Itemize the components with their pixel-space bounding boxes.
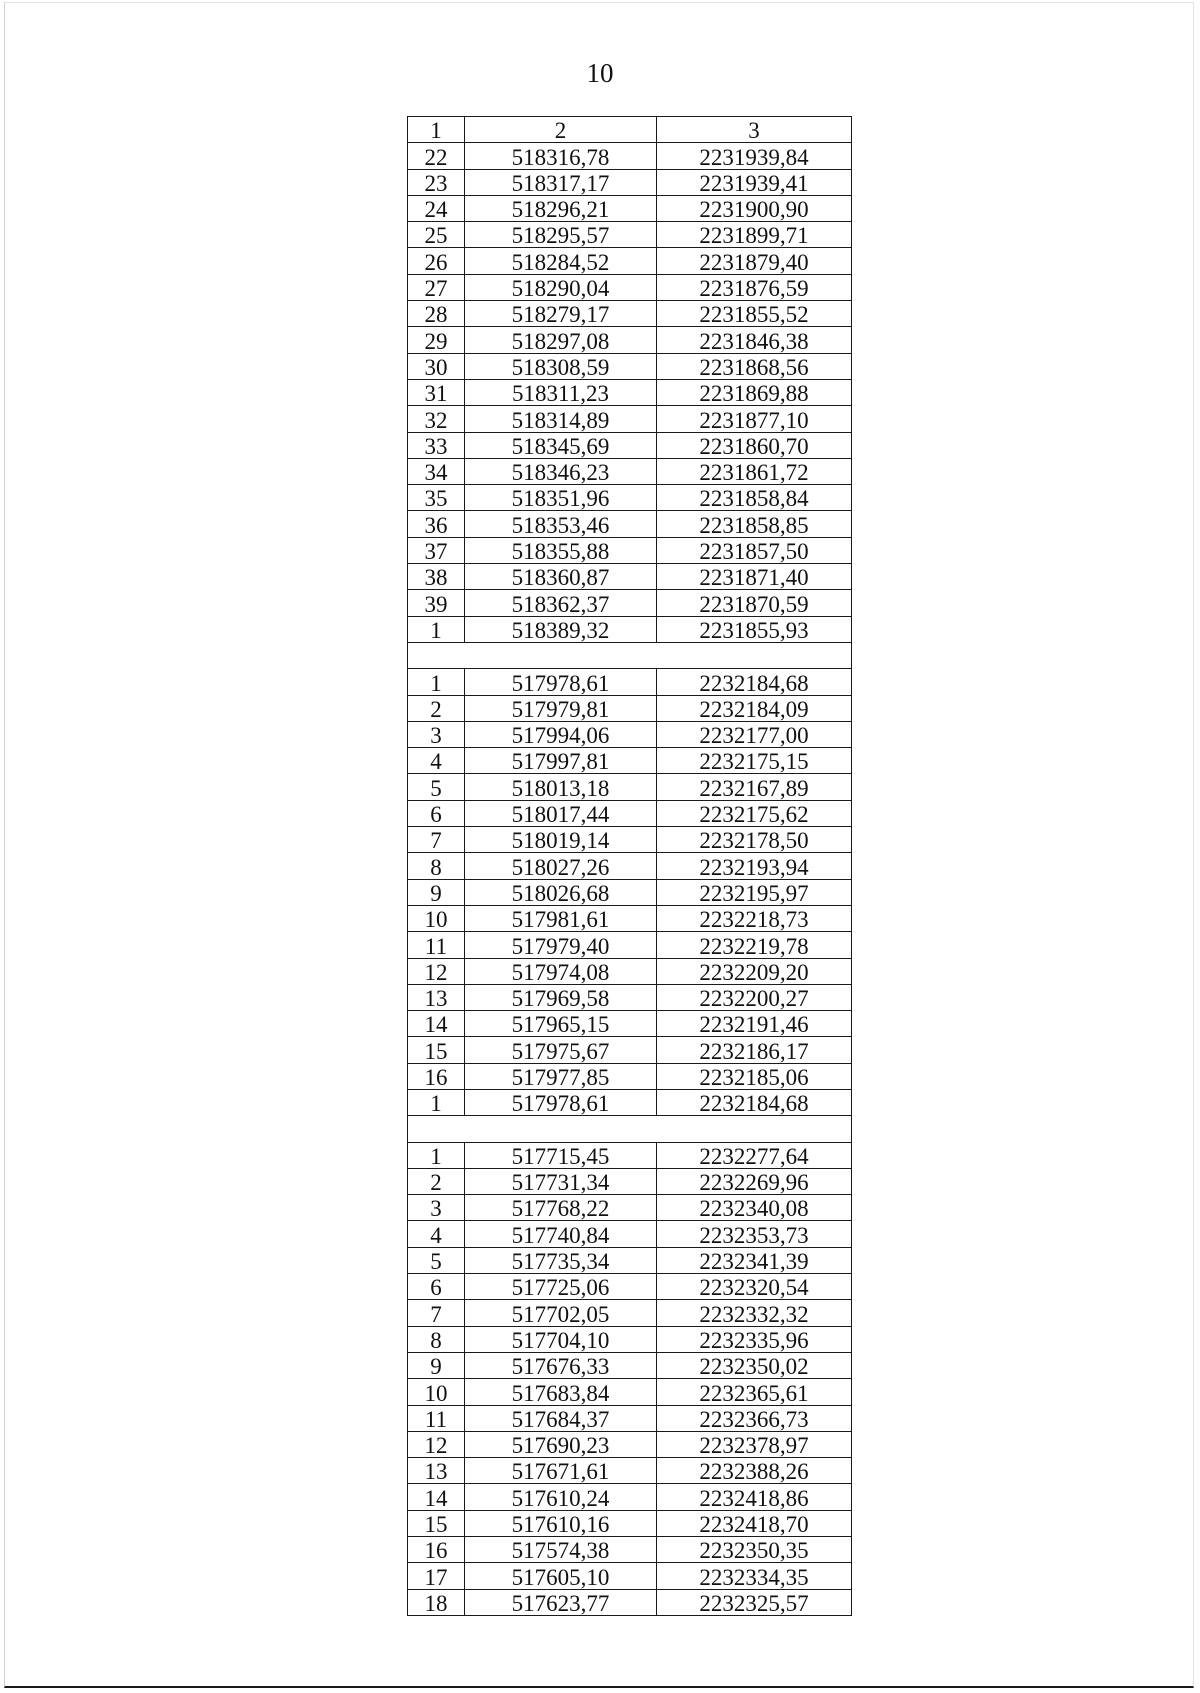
point-number-cell: 34 [408, 458, 465, 484]
point-number-cell: 23 [408, 169, 465, 195]
y-coordinate-cell: 2232353,73 [657, 1221, 852, 1247]
point-number-cell: 10 [408, 1379, 465, 1405]
x-coordinate-cell: 517704,10 [465, 1326, 657, 1352]
table-row [408, 1458, 852, 1484]
x-coordinate-cell: 518314,89 [465, 406, 657, 432]
header-cell-point: 1 [408, 117, 465, 143]
point-number-cell: 37 [408, 537, 465, 563]
point-number-cell: 6 [408, 1274, 465, 1300]
y-coordinate-cell: 2232193,94 [657, 853, 852, 879]
coordinates-table-body [408, 117, 852, 1616]
point-number-cell: 16 [408, 1537, 465, 1563]
point-number-cell: 1 [408, 1089, 465, 1115]
x-coordinate-cell: 517977,85 [465, 1063, 657, 1089]
table-row [408, 695, 852, 721]
x-coordinate-cell: 517974,08 [465, 958, 657, 984]
y-coordinate-cell: 2231846,38 [657, 327, 852, 353]
y-coordinate-cell: 2231900,90 [657, 195, 852, 221]
table-row [408, 1352, 852, 1378]
point-number-cell: 39 [408, 590, 465, 616]
point-number-cell: 12 [408, 958, 465, 984]
point-number-cell: 4 [408, 748, 465, 774]
point-number-cell: 1 [408, 1142, 465, 1168]
x-coordinate-cell: 517978,61 [465, 669, 657, 695]
point-number-cell: 32 [408, 406, 465, 432]
table-row [408, 932, 852, 958]
table-row [408, 274, 852, 300]
y-coordinate-cell: 2231939,84 [657, 143, 852, 169]
coordinates-table [407, 116, 852, 1616]
point-number-cell: 9 [408, 1352, 465, 1378]
y-coordinate-cell: 2232269,96 [657, 1168, 852, 1194]
x-coordinate-cell: 517605,10 [465, 1563, 657, 1589]
point-number-cell: 11 [408, 932, 465, 958]
y-coordinate-cell: 2231870,59 [657, 590, 852, 616]
point-number-cell: 13 [408, 1458, 465, 1484]
table-row [408, 458, 852, 484]
x-coordinate-cell: 518308,59 [465, 353, 657, 379]
y-coordinate-cell: 2232175,62 [657, 800, 852, 826]
y-coordinate-cell: 2232184,68 [657, 669, 852, 695]
table-row [408, 1247, 852, 1273]
point-number-cell: 4 [408, 1221, 465, 1247]
y-coordinate-cell: 2231861,72 [657, 458, 852, 484]
table-row [408, 1221, 852, 1247]
x-coordinate-cell: 517981,61 [465, 905, 657, 931]
table-row [408, 800, 852, 826]
table-row [408, 143, 852, 169]
x-coordinate-cell: 517725,06 [465, 1274, 657, 1300]
table-row [408, 1484, 852, 1510]
y-coordinate-cell: 2232340,08 [657, 1195, 852, 1221]
point-number-cell: 2 [408, 1168, 465, 1194]
y-coordinate-cell: 2231855,93 [657, 616, 852, 642]
point-number-cell: 3 [408, 1195, 465, 1221]
y-coordinate-cell: 2232350,02 [657, 1352, 852, 1378]
y-coordinate-cell: 2232332,32 [657, 1300, 852, 1326]
y-coordinate-cell: 2232184,09 [657, 695, 852, 721]
y-coordinate-cell: 2231860,70 [657, 432, 852, 458]
x-coordinate-cell: 518026,68 [465, 879, 657, 905]
point-number-cell: 29 [408, 327, 465, 353]
table-row [408, 1510, 852, 1536]
x-coordinate-cell: 518311,23 [465, 379, 657, 405]
point-number-cell: 36 [408, 511, 465, 537]
x-coordinate-cell: 517610,24 [465, 1484, 657, 1510]
y-coordinate-cell: 2231858,84 [657, 485, 852, 511]
x-coordinate-cell: 518355,88 [465, 537, 657, 563]
x-coordinate-cell: 518297,08 [465, 327, 657, 353]
table-row [408, 958, 852, 984]
x-coordinate-cell: 517731,34 [465, 1168, 657, 1194]
y-coordinate-cell: 2232218,73 [657, 905, 852, 931]
y-coordinate-cell: 2232175,15 [657, 748, 852, 774]
y-coordinate-cell: 2231868,56 [657, 353, 852, 379]
point-number-cell: 24 [408, 195, 465, 221]
table-row [408, 1089, 852, 1115]
x-coordinate-cell: 518027,26 [465, 853, 657, 879]
x-coordinate-cell: 517610,16 [465, 1510, 657, 1536]
point-number-cell: 25 [408, 222, 465, 248]
header-cell-y: 3 [657, 117, 852, 143]
table-row [408, 827, 852, 853]
table-row [408, 511, 852, 537]
block-separator-row [408, 642, 852, 668]
x-coordinate-cell: 518284,52 [465, 248, 657, 274]
point-number-cell: 15 [408, 1510, 465, 1536]
table-row [408, 748, 852, 774]
y-coordinate-cell: 2232334,35 [657, 1563, 852, 1589]
x-coordinate-cell: 518317,17 [465, 169, 657, 195]
table-row [408, 984, 852, 1010]
table-row [408, 1405, 852, 1431]
table-row [408, 564, 852, 590]
table-row [408, 537, 852, 563]
y-coordinate-cell: 2232200,27 [657, 984, 852, 1010]
point-number-cell: 27 [408, 274, 465, 300]
table-row [408, 1274, 852, 1300]
x-coordinate-cell: 518345,69 [465, 432, 657, 458]
x-coordinate-cell: 517994,06 [465, 721, 657, 747]
x-coordinate-cell: 517997,81 [465, 748, 657, 774]
y-coordinate-cell: 2232277,64 [657, 1142, 852, 1168]
point-number-cell: 15 [408, 1037, 465, 1063]
y-coordinate-cell: 2232378,97 [657, 1431, 852, 1457]
y-coordinate-cell: 2231877,10 [657, 406, 852, 432]
x-coordinate-cell: 517768,22 [465, 1195, 657, 1221]
point-number-cell: 26 [408, 248, 465, 274]
table-row [408, 248, 852, 274]
table-row [408, 1142, 852, 1168]
table-row [408, 169, 852, 195]
y-coordinate-cell: 2232320,54 [657, 1274, 852, 1300]
y-coordinate-cell: 2232186,17 [657, 1037, 852, 1063]
table-row [408, 485, 852, 511]
table-row [408, 1379, 852, 1405]
y-coordinate-cell: 2232366,73 [657, 1405, 852, 1431]
table-row [408, 721, 852, 747]
table-row [408, 1300, 852, 1326]
x-coordinate-cell: 518019,14 [465, 827, 657, 853]
x-coordinate-cell: 518290,04 [465, 274, 657, 300]
point-number-cell: 16 [408, 1063, 465, 1089]
point-number-cell: 5 [408, 1247, 465, 1273]
y-coordinate-cell: 2231869,88 [657, 379, 852, 405]
table-row [408, 1589, 852, 1615]
y-coordinate-cell: 2232335,96 [657, 1326, 852, 1352]
point-number-cell: 22 [408, 143, 465, 169]
x-coordinate-cell: 517676,33 [465, 1352, 657, 1378]
point-number-cell: 10 [408, 905, 465, 931]
table-row [408, 1063, 852, 1089]
y-coordinate-cell: 2232209,20 [657, 958, 852, 984]
table-row [408, 1326, 852, 1352]
x-coordinate-cell: 517979,81 [465, 695, 657, 721]
point-number-cell: 31 [408, 379, 465, 405]
x-coordinate-cell: 517574,38 [465, 1537, 657, 1563]
point-number-cell: 2 [408, 695, 465, 721]
y-coordinate-cell: 2231899,71 [657, 222, 852, 248]
point-number-cell: 12 [408, 1431, 465, 1457]
x-coordinate-cell: 518295,57 [465, 222, 657, 248]
point-number-cell: 1 [408, 669, 465, 695]
x-coordinate-cell: 518017,44 [465, 800, 657, 826]
x-coordinate-cell: 518353,46 [465, 511, 657, 537]
table-row [408, 327, 852, 353]
x-coordinate-cell: 517690,23 [465, 1431, 657, 1457]
table-row [408, 353, 852, 379]
table-row [408, 1195, 852, 1221]
header-cell-x: 2 [465, 117, 657, 143]
y-coordinate-cell: 2232325,57 [657, 1589, 852, 1615]
y-coordinate-cell: 2232167,89 [657, 774, 852, 800]
point-number-cell: 9 [408, 879, 465, 905]
table-row [408, 879, 852, 905]
page-number: 10 [586, 58, 614, 88]
table-row [408, 1563, 852, 1589]
y-coordinate-cell: 2231871,40 [657, 564, 852, 590]
x-coordinate-cell: 518013,18 [465, 774, 657, 800]
table-row [408, 590, 852, 616]
point-number-cell: 1 [408, 616, 465, 642]
x-coordinate-cell: 517715,45 [465, 1142, 657, 1168]
x-coordinate-cell: 517671,61 [465, 1458, 657, 1484]
table-row [408, 379, 852, 405]
y-coordinate-cell: 2232191,46 [657, 1011, 852, 1037]
y-coordinate-cell: 2232418,86 [657, 1484, 852, 1510]
x-coordinate-cell: 517740,84 [465, 1221, 657, 1247]
point-number-cell: 6 [408, 800, 465, 826]
point-number-cell: 18 [408, 1589, 465, 1615]
x-coordinate-cell: 517979,40 [465, 932, 657, 958]
y-coordinate-cell: 2232184,68 [657, 1089, 852, 1115]
y-coordinate-cell: 2232388,26 [657, 1458, 852, 1484]
point-number-cell: 7 [408, 827, 465, 853]
x-coordinate-cell: 517965,15 [465, 1011, 657, 1037]
point-number-cell: 33 [408, 432, 465, 458]
table-row [408, 1037, 852, 1063]
x-coordinate-cell: 517735,34 [465, 1247, 657, 1273]
point-number-cell: 14 [408, 1011, 465, 1037]
table-row [408, 1011, 852, 1037]
point-number-cell: 13 [408, 984, 465, 1010]
y-coordinate-cell: 2232365,61 [657, 1379, 852, 1405]
point-number-cell: 3 [408, 721, 465, 747]
y-coordinate-cell: 2232195,97 [657, 879, 852, 905]
x-coordinate-cell: 517702,05 [465, 1300, 657, 1326]
x-coordinate-cell: 518360,87 [465, 564, 657, 590]
y-coordinate-cell: 2231879,40 [657, 248, 852, 274]
table-row [408, 669, 852, 695]
point-number-cell: 8 [408, 1326, 465, 1352]
table-row [408, 222, 852, 248]
y-coordinate-cell: 2232350,35 [657, 1537, 852, 1563]
point-number-cell: 17 [408, 1563, 465, 1589]
y-coordinate-cell: 2232418,70 [657, 1510, 852, 1536]
table-row [408, 1537, 852, 1563]
y-coordinate-cell: 2231939,41 [657, 169, 852, 195]
y-coordinate-cell: 2232177,00 [657, 721, 852, 747]
x-coordinate-cell: 517623,77 [465, 1589, 657, 1615]
x-coordinate-cell: 518389,32 [465, 616, 657, 642]
block-separator-cell [408, 642, 852, 668]
point-number-cell: 30 [408, 353, 465, 379]
x-coordinate-cell: 518316,78 [465, 143, 657, 169]
y-coordinate-cell: 2232219,78 [657, 932, 852, 958]
x-coordinate-cell: 518351,96 [465, 485, 657, 511]
x-coordinate-cell: 517969,58 [465, 984, 657, 1010]
x-coordinate-cell: 517683,84 [465, 1379, 657, 1405]
table-row [408, 1168, 852, 1194]
y-coordinate-cell: 2231857,50 [657, 537, 852, 563]
x-coordinate-cell: 518346,23 [465, 458, 657, 484]
point-number-cell: 38 [408, 564, 465, 590]
table-row [408, 432, 852, 458]
x-coordinate-cell: 518296,21 [465, 195, 657, 221]
table-header-row [408, 117, 852, 143]
y-coordinate-cell: 2231855,52 [657, 301, 852, 327]
block-separator-cell [408, 1116, 852, 1142]
table-row [408, 406, 852, 432]
y-coordinate-cell: 2232185,06 [657, 1063, 852, 1089]
block-separator-row [408, 1116, 852, 1142]
table-row [408, 905, 852, 931]
y-coordinate-cell: 2232178,50 [657, 827, 852, 853]
table-row [408, 853, 852, 879]
table-row [408, 301, 852, 327]
table-row [408, 1431, 852, 1457]
x-coordinate-cell: 518362,37 [465, 590, 657, 616]
y-coordinate-cell: 2231876,59 [657, 274, 852, 300]
point-number-cell: 8 [408, 853, 465, 879]
x-coordinate-cell: 517978,61 [465, 1089, 657, 1115]
y-coordinate-cell: 2231858,85 [657, 511, 852, 537]
point-number-cell: 5 [408, 774, 465, 800]
point-number-cell: 28 [408, 301, 465, 327]
x-coordinate-cell: 517975,67 [465, 1037, 657, 1063]
table-row [408, 195, 852, 221]
x-coordinate-cell: 518279,17 [465, 301, 657, 327]
x-coordinate-cell: 517684,37 [465, 1405, 657, 1431]
y-coordinate-cell: 2232341,39 [657, 1247, 852, 1273]
point-number-cell: 11 [408, 1405, 465, 1431]
table-row [408, 774, 852, 800]
point-number-cell: 35 [408, 485, 465, 511]
table-row [408, 616, 852, 642]
point-number-cell: 14 [408, 1484, 465, 1510]
point-number-cell: 7 [408, 1300, 465, 1326]
